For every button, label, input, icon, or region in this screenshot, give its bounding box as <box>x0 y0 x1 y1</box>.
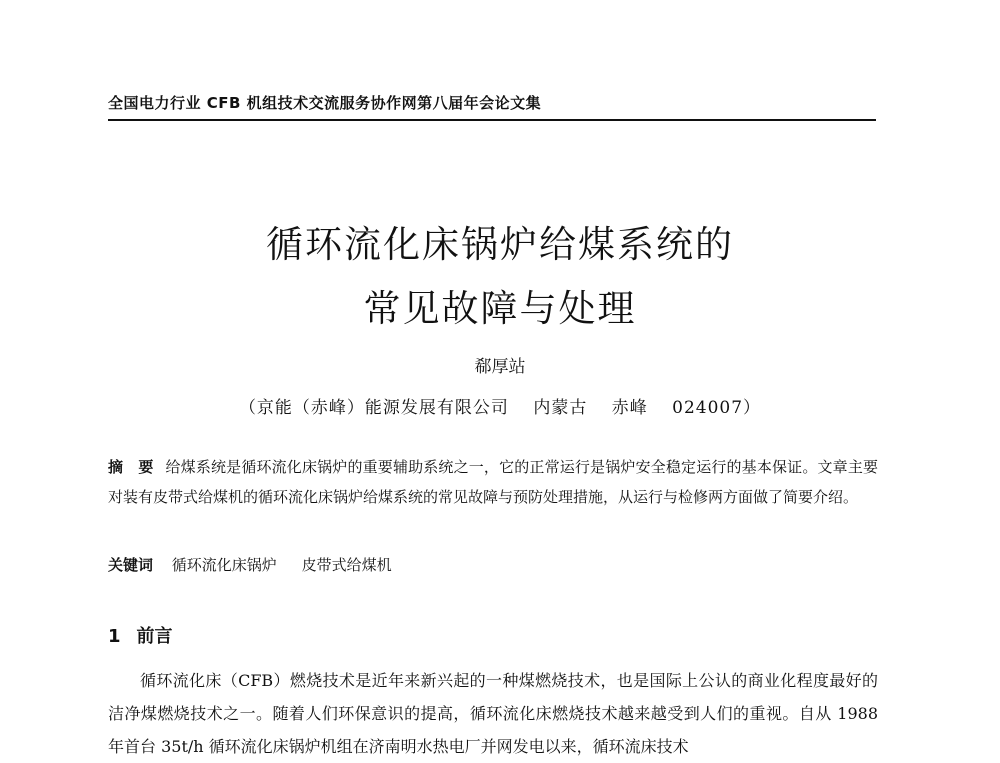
author-name: 郗厚站 <box>474 357 526 377</box>
abstract-label: 摘 要 <box>108 458 154 476</box>
keyword: 循环流化床锅炉 <box>171 556 277 574</box>
section-heading <box>108 622 173 648</box>
paper-title-line-2: 常见故障与处理 <box>363 287 637 330</box>
keyword: 皮带式给煤机 <box>301 556 392 574</box>
abstract <box>108 452 878 512</box>
section-number: 1 <box>108 626 121 647</box>
keywords-label: 关键词 <box>108 556 154 574</box>
author-affiliation: （京能（赤峰）能源发展有限公司 内蒙古 赤峰 024007） <box>238 398 762 418</box>
section-title: 前言 <box>136 626 173 647</box>
abstract-text: 给煤系统是循环流化床锅炉的重要辅助系统之一，它的正常运行是锅炉安全稳定运行的基本保证。文章主要对装有皮带式给煤机的循环流化床锅炉给煤系统的常见故障与预防处理措施，从运行与检修两方面做了简要介绍。 <box>108 458 878 506</box>
running-header: 全国电力行业 CFB 机组技术交流服务协作网第八届年会论文集 <box>108 92 876 121</box>
body-paragraph: 循环流化床（CFB）燃烧技术是近年来新兴起的一种煤燃烧技术，也是国际上公认的商业化程度最好的洁净煤燃烧技术之一。随着人们环保意识的提高，循环流化床燃烧技术越来越受到人们的重视。自从 1988 年首台 35t/h 循环流化床锅炉机组在济南明水热电厂并网发电以来，循环流床技术 <box>108 671 878 756</box>
keywords <box>108 554 878 575</box>
paper-title-line-1: 循环流化床锅炉给煤系统的 <box>266 223 734 266</box>
